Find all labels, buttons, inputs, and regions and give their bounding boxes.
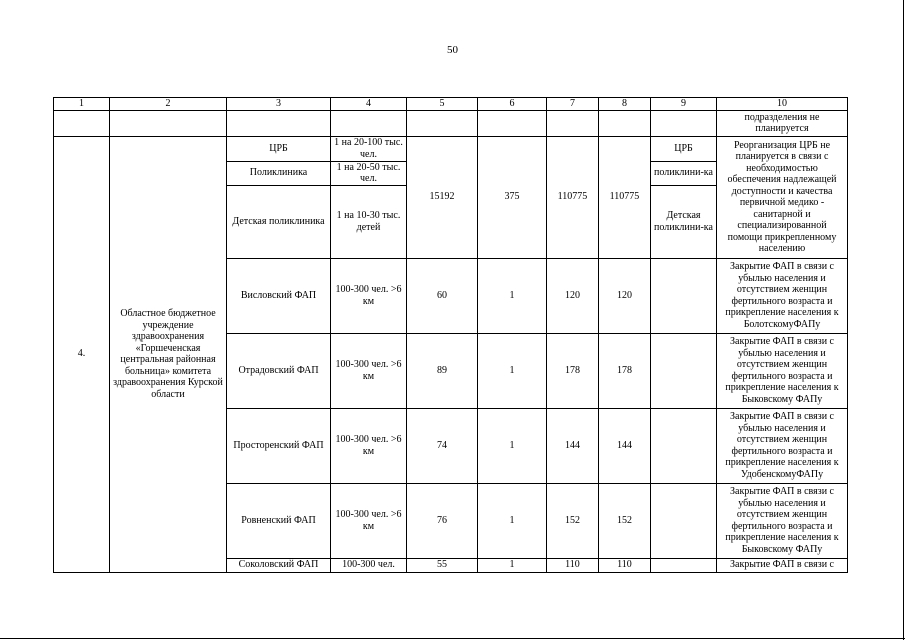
fap-col5: 60 xyxy=(407,258,478,333)
fap-col8: 178 xyxy=(599,333,651,408)
fap-col8: 144 xyxy=(599,408,651,483)
header-col-9: 9 xyxy=(651,98,717,111)
unit-name: Поликлиника xyxy=(227,161,331,185)
fap-note: Закрытие ФАП в связи с xyxy=(717,558,848,572)
fap-name: Соколовский ФАП xyxy=(227,558,331,572)
fap-col7: 110 xyxy=(547,558,599,572)
fap-col8: 110 xyxy=(599,558,651,572)
fap-col7: 178 xyxy=(547,333,599,408)
main-col8: 110775 xyxy=(599,136,651,258)
unit-capacity: 1 на 10-30 тыс. детей xyxy=(331,185,407,258)
continuation-note: подразделения не планируется xyxy=(717,110,848,136)
scan-edge-right xyxy=(903,0,904,640)
unit-capacity: 1 на 20-50 тыс. чел. xyxy=(331,161,407,185)
page-number: 50 xyxy=(447,44,458,56)
fap-capacity: 100-300 чел. >6 км xyxy=(331,258,407,333)
table-row xyxy=(54,136,848,161)
continuation-row xyxy=(54,110,848,136)
main-col5: 15192 xyxy=(407,136,478,258)
fap-note: Закрытие ФАП в связи с убылью населения и отсутствием женщин фертильного возраста и прикрепление населения к БолотскомуФАПу xyxy=(717,258,848,333)
fap-capacity: 100-300 чел. >6 км xyxy=(331,333,407,408)
fap-name: Висловский ФАП xyxy=(227,258,331,333)
fap-note: Закрытие ФАП в связи с убылью населения и отсутствием женщин фертильного возраста и прикрепление населения к Быковскому ФАПу xyxy=(717,333,848,408)
fap-name: Просторенский ФАП xyxy=(227,408,331,483)
unit-capacity: 1 на 20-100 тыс. чел. xyxy=(331,136,407,161)
fap-col5: 76 xyxy=(407,483,478,558)
fap-col6: 1 xyxy=(478,258,547,333)
header-col-4: 4 xyxy=(331,98,407,111)
header-col-8: 8 xyxy=(599,98,651,111)
header-col-6: 6 xyxy=(478,98,547,111)
fap-col7: 144 xyxy=(547,408,599,483)
main-note: Реорганизация ЦРБ не планируется в связи с необходимостью обеспечения надлежащей доступности и качества первичной медико - санитарной и специализированной помощи прикрепленному населению xyxy=(717,136,848,258)
main-col6: 375 xyxy=(478,136,547,258)
organization-name: Областное бюджетное учреждение здравоохранения «Горшеченская центральная районная больница» комитета здравоохранения Курской области xyxy=(110,136,227,572)
fap-col6: 1 xyxy=(478,408,547,483)
fap-note: Закрытие ФАП в связи с убылью населения и отсутствием женщин фертильного возраста и прикрепление населения к Быковскому ФАПу xyxy=(717,483,848,558)
header-col-3: 3 xyxy=(227,98,331,111)
header-col-2: 2 xyxy=(110,98,227,111)
fap-capacity: 100-300 чел. >6 км xyxy=(331,408,407,483)
main-col7: 110775 xyxy=(547,136,599,258)
unit-col9: Детская поликлини-ка xyxy=(651,185,717,258)
fap-col6: 1 xyxy=(478,333,547,408)
header-row xyxy=(54,98,848,111)
fap-col6: 1 xyxy=(478,558,547,572)
unit-name: Детская поликлиника xyxy=(227,185,331,258)
fap-capacity: 100-300 чел. >6 км xyxy=(331,483,407,558)
header-col-10: 10 xyxy=(717,98,848,111)
unit-col9: ЦРБ xyxy=(651,136,717,161)
header-col-1: 1 xyxy=(54,98,110,111)
unit-col9: поликлини-ка xyxy=(651,161,717,185)
fap-name: Отрадовский ФАП xyxy=(227,333,331,408)
fap-col8: 152 xyxy=(599,483,651,558)
fap-col7: 152 xyxy=(547,483,599,558)
fap-col6: 1 xyxy=(478,483,547,558)
header-col-5: 5 xyxy=(407,98,478,111)
fap-col7: 120 xyxy=(547,258,599,333)
fap-col5: 74 xyxy=(407,408,478,483)
fap-capacity: 100-300 чел. xyxy=(331,558,407,572)
document-table xyxy=(53,97,848,573)
fap-name: Ровненский ФАП xyxy=(227,483,331,558)
fap-col5: 55 xyxy=(407,558,478,572)
fap-note: Закрытие ФАП в связи с убылью населения и отсутствием женщин фертильного возраста и прикрепление населения к УдобенскомуФАПу xyxy=(717,408,848,483)
unit-name: ЦРБ xyxy=(227,136,331,161)
fap-col5: 89 xyxy=(407,333,478,408)
header-col-7: 7 xyxy=(547,98,599,111)
scan-edge-bottom xyxy=(0,638,905,639)
fap-col8: 120 xyxy=(599,258,651,333)
row-number: 4. xyxy=(54,136,110,572)
